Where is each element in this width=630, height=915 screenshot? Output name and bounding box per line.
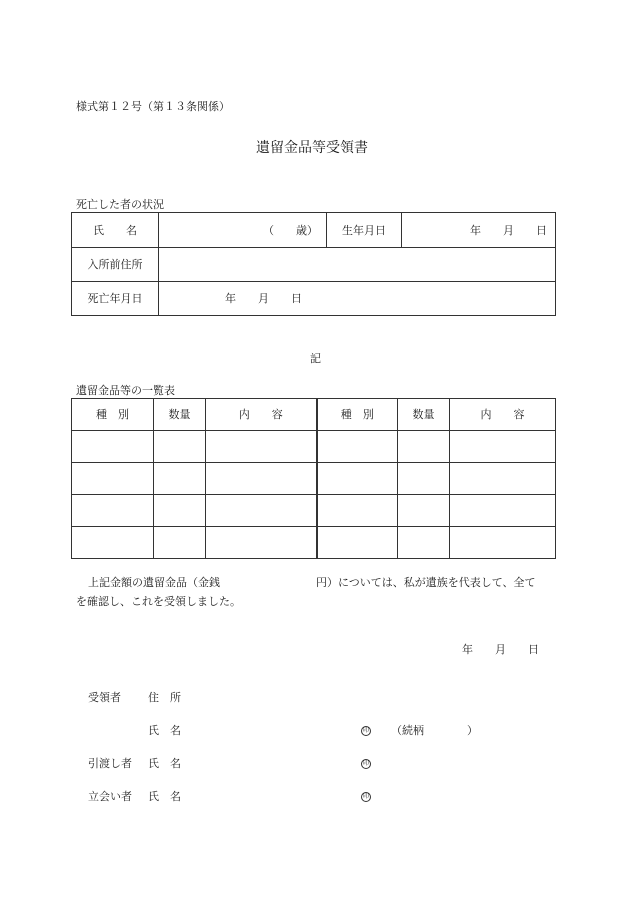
statement-line1-a: 上記金額の遺留金品（金銭 [88, 576, 220, 589]
relation-open: （続柄 [391, 724, 424, 737]
death-label: 死亡年月日 [87, 292, 143, 305]
table-cell[interactable] [72, 463, 154, 495]
receiver-label: 受領者 [88, 691, 121, 704]
items-table [71, 398, 556, 559]
table-cell[interactable] [206, 527, 317, 559]
table-cell[interactable] [450, 463, 556, 495]
handover-name-label: 氏 名 [148, 757, 181, 770]
header-content-2: 内 容 [450, 399, 556, 431]
table-cell[interactable] [154, 495, 206, 527]
ki-label: 記 [310, 352, 321, 365]
table-cell[interactable] [206, 431, 317, 463]
table-cell[interactable] [450, 495, 556, 527]
statement-line2: を確認し、これを受領しました。 [76, 595, 241, 608]
table-cell[interactable] [398, 495, 450, 527]
birth-value: 年 月 日 [470, 223, 547, 237]
table-cell[interactable] [317, 463, 398, 495]
address-label-cell [72, 248, 159, 282]
table-row [72, 495, 556, 527]
birth-label-cell [327, 213, 402, 248]
witness-name-label: 氏 名 [148, 790, 181, 803]
age-open: （ [263, 223, 274, 237]
table-cell[interactable] [398, 431, 450, 463]
table-row [72, 463, 556, 495]
table-cell[interactable] [206, 463, 317, 495]
table-cell[interactable] [72, 431, 154, 463]
deceased-section-label: 死亡した者の状況 [76, 198, 164, 211]
table-cell[interactable] [317, 431, 398, 463]
seal-icon: 印 [362, 760, 369, 767]
header-type-1: 種 別 [72, 399, 154, 431]
seal-icon: 印 [362, 793, 369, 800]
statement-line1-b: 円）については、私が遺族を代表して、全て [316, 576, 536, 589]
age-close: 歳） [296, 223, 318, 237]
document-title: 遺留金品等受領書 [256, 140, 368, 156]
name-value-cell[interactable] [159, 213, 327, 248]
relation-close: ） [467, 724, 478, 737]
table-cell[interactable] [72, 495, 154, 527]
seal-icon: 印 [362, 727, 369, 734]
table-cell[interactable] [154, 463, 206, 495]
name-label: 氏 名 [93, 223, 137, 237]
address-label: 入所前住所 [87, 258, 143, 271]
name-label-cell [72, 213, 159, 248]
table-row [72, 527, 556, 559]
receiver-name-label: 氏 名 [148, 724, 181, 737]
table-cell[interactable] [72, 527, 154, 559]
table-cell[interactable] [398, 527, 450, 559]
table-cell[interactable] [206, 495, 317, 527]
birth-label: 生年月日 [342, 223, 386, 237]
table-cell[interactable] [154, 431, 206, 463]
table-cell[interactable] [398, 463, 450, 495]
address-value-cell[interactable] [159, 248, 556, 282]
receiver-address-label: 住 所 [148, 691, 181, 704]
table-cell[interactable] [450, 431, 556, 463]
table-row [72, 431, 556, 463]
header-type-2: 種 別 [317, 399, 398, 431]
death-value-cell[interactable] [159, 282, 556, 316]
witness-label: 立会い者 [88, 790, 132, 803]
handover-label: 引渡し者 [88, 757, 132, 770]
table-cell[interactable] [450, 527, 556, 559]
table-cell[interactable] [154, 527, 206, 559]
header-content-1: 内 容 [206, 399, 317, 431]
table-cell[interactable] [317, 495, 398, 527]
items-section-label: 遺留金品等の一覧表 [76, 384, 175, 397]
death-label-cell [72, 282, 159, 316]
header-qty-2: 数量 [398, 399, 450, 431]
table-cell[interactable] [317, 527, 398, 559]
death-value: 年 月 日 [225, 292, 302, 305]
form-number: 様式第１２号（第１３条関係） [76, 100, 230, 113]
header-qty-1: 数量 [154, 399, 206, 431]
birth-value-cell[interactable] [402, 213, 556, 248]
deceased-table [71, 212, 556, 316]
receipt-date: 年 月 日 [462, 643, 539, 656]
items-header-row [72, 399, 556, 431]
